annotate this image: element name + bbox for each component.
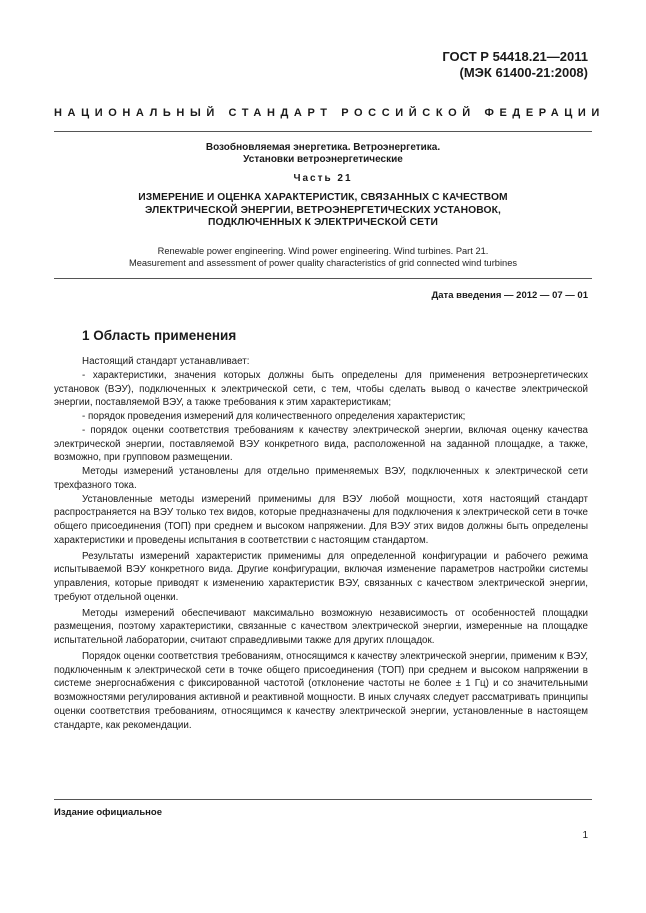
title-divider	[54, 278, 592, 279]
paragraph: Установленные методы измерений применимы для ВЭУ любой мощности, хотя настоящий стандарт распространяется на ВЭУ только тех видов, которые предназначены для подключения к электрической сети в точке общего присоединения (ТОП) при среднем и высоком напряжении. Для ВЭУ этих видов должны быть определены характеристики и проведены испытания в соответствии с настоящим стандартом.	[54, 493, 588, 546]
paragraph: Порядок оценки соответствия требованиям, относящимся к качеству электрической энергии, применим к ВЭУ, подключенным к электрической сети в точке общего присоединения (ТОП) при среднем и высоком напряжении в системе энергоснабжения с фиксированной частотой (отклонение частоты не более ± 1 Гц) и со значительными возможностями регулирования активной и реактивной мощности. В иных случаях следует рассматривать принципы оценки соответствия требованиям, относящимся к качеству электрической энергии, установленные в настоящем стандарте, как рекомендации.	[54, 650, 588, 731]
standard-title-en	[54, 245, 592, 269]
standard-title-ru	[54, 142, 592, 166]
footer-divider	[54, 799, 592, 800]
official-edition-note: Издание официальное	[54, 807, 162, 818]
page-number: 1	[582, 830, 588, 841]
paragraph: Методы измерений установлены для отдельно применяемых ВЭУ, подключенных к электрической сети трехфазного тока.	[54, 466, 588, 491]
paragraph: - порядок проведения измерений для количественного определения характеристик;	[82, 411, 466, 422]
title-en-line-1: Renewable power engineering. Wind power engineering. Wind turbines. Part 21.	[157, 246, 489, 256]
section-body	[54, 355, 588, 732]
paragraph: Результаты измерений характеристик применимы для определенной конфигурации и рабочего режима испытываемой ВЭУ конкретного вида. Другие конфигурации, включая изменение параметров настройки системы управления, которые приводят к изменению характеристик ВЭУ, связанных с качеством электрической энергии, требуют отдельной оценки.	[54, 550, 588, 603]
section-heading: 1 Область применения	[82, 328, 237, 343]
main-title-line-2: ЭЛЕКТРИЧЕСКОЙ ЭНЕРГИИ, ВЕТРОЭНЕРГЕТИЧЕСКИХ УСТАНОВОК,	[144, 204, 501, 216]
main-title-line-1: ИЗМЕРЕНИЕ И ОЦЕНКА ХАРАКТЕРИСТИК, СВЯЗАННЫХ С КАЧЕСТВОМ	[138, 192, 508, 203]
gost-code: ГОСТ Р 54418.21—2011	[442, 49, 588, 64]
title-ru-line-1: Возобновляемая энергетика. Ветроэнергетика.	[205, 142, 441, 153]
part-number: Часть 21	[293, 173, 353, 184]
paragraph: Методы измерений обеспечивают максимально возможную независимость от особенностей площадки размещения, поэтому характеристики, связанные с качеством электрической энергии, измеренные на площадке испытательной лаборатории, считают справедливыми также для других площадок.	[54, 607, 588, 646]
title-en-line-2: Measurement and assessment of power quality characteristics of grid connected wind turbines	[128, 258, 518, 268]
national-standard-title: НАЦИОНАЛЬНЫЙ СТАНДАРТ РОССИЙСКОЙ ФЕДЕРАЦИИ	[54, 107, 605, 119]
header-divider	[54, 131, 592, 132]
main-title	[54, 192, 592, 230]
introduction-date: Дата введения — 2012 — 07 — 01	[431, 290, 588, 301]
iec-code: (МЭК 61400-21:2008)	[459, 65, 588, 80]
main-title-line-3: ПОДКЛЮЧЕННЫХ К ЭЛЕКТРИЧЕСКОЙ СЕТИ	[207, 217, 439, 228]
standard-code-block	[442, 49, 588, 81]
title-ru-line-2: Установки ветроэнергетические	[243, 154, 403, 165]
paragraph: Настоящий стандарт устанавливает:	[82, 356, 250, 367]
paragraph: - порядок оценки соответствия требованиям к качеству электрической энергии, включая оценку качества электрической энергии, поставляемой ВЭУ конкретного вида, расположенной на заданной площадке, а также, возможно, при групповом размещении.	[54, 424, 588, 464]
paragraph: - характеристики, значения которых должны быть определены для применения ветроэнергетических установок (ВЭУ), подключенных к электрической сети, с тем, чтобы сделать вывод о качестве электрической энергии, поставляемой ВЭУ, а также требования к этим характеристикам;	[54, 369, 588, 409]
